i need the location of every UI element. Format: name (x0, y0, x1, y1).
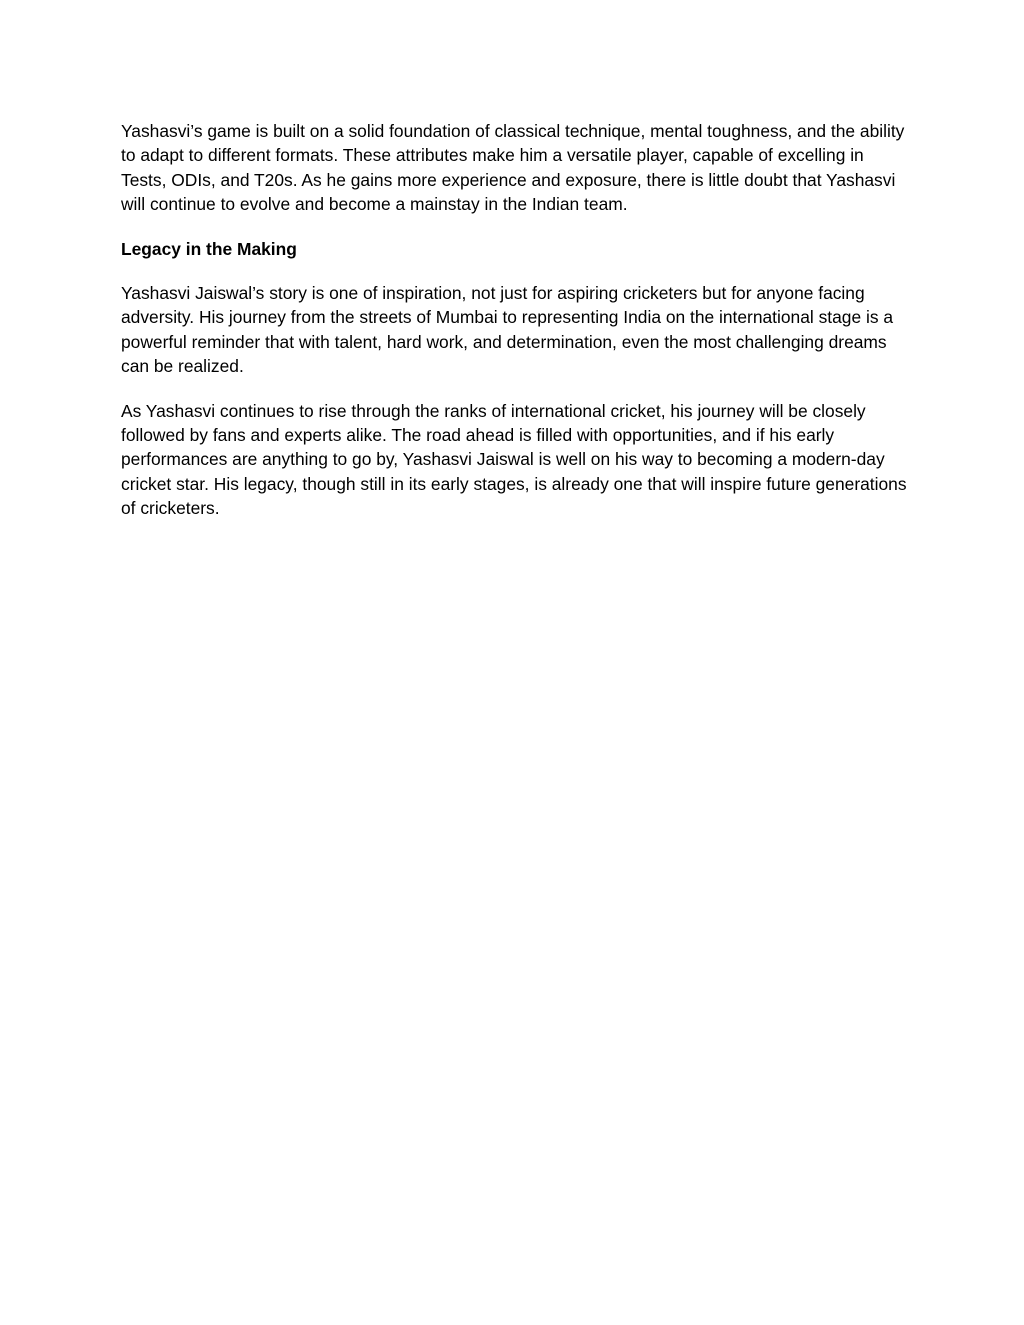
paragraph-versatility: Yashasvi’s game is built on a solid foundation of classical technique, mental toughness, and the ability to adapt to different formats. These attributes make him a versatile player, capable of excelling in Tests, ODIs, and T20s. As he gains more experience and exposure, there is little doubt that Yashasvi will continue to evolve and become a mainstay in the Indian team. (121, 121, 905, 215)
section-heading: Legacy in the Making (121, 238, 297, 259)
document-body (121, 119, 907, 541)
paragraph-future: As Yashasvi continues to rise through the ranks of international cricket, his journey will be closely followed by fans and experts alike. The road ahead is filled with opportunities, and if his early performances are anything to go by, Yashasvi Jaiswal is well on his way to becoming a modern-day cricket star. His legacy, though still in its early stages, is already one that will inspire future generations of cricketers. (121, 400, 907, 519)
paragraph-inspiration: Yashasvi Jaiswal’s story is one of inspiration, not just for aspiring cricketers but for anyone facing adversity. His journey from the streets of Mumbai to representing India on the international stage is a powerful reminder that with talent, hard work, and determination, even the most challenging dreams can be realized. (121, 283, 894, 377)
